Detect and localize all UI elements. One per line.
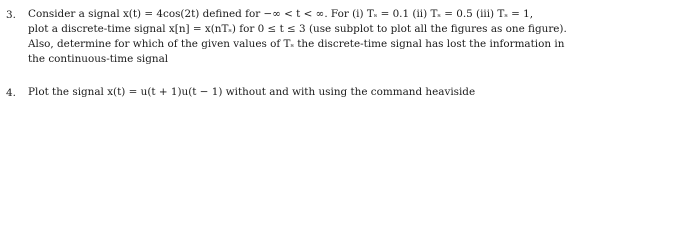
question-line: the continuous-time signal xyxy=(28,53,169,65)
question-line: Plot the signal x(t) = u(t + 1)u(t − 1) without and with using the command heaviside xyxy=(28,86,476,98)
question-line: plot a discrete-time signal x[n] = x(nTₛ) for 0 ≤ t ≤ 3 (use subplot to plot all the figures as one figure). xyxy=(28,23,567,35)
question-line: Consider a signal x(t) = 4cos(2t) defined for −∞ < t < ∞. For (i) Tₛ = 0.1 (ii) Tₛ = 0.5 (iii) Tₛ = 1, xyxy=(28,8,534,20)
question-number: 3. xyxy=(6,9,16,21)
question-line: Also, determine for which of the given values of Tₛ the discrete-time signal has lost the information in xyxy=(28,38,565,50)
question-number: 4. xyxy=(6,87,16,99)
document-page xyxy=(0,0,683,110)
